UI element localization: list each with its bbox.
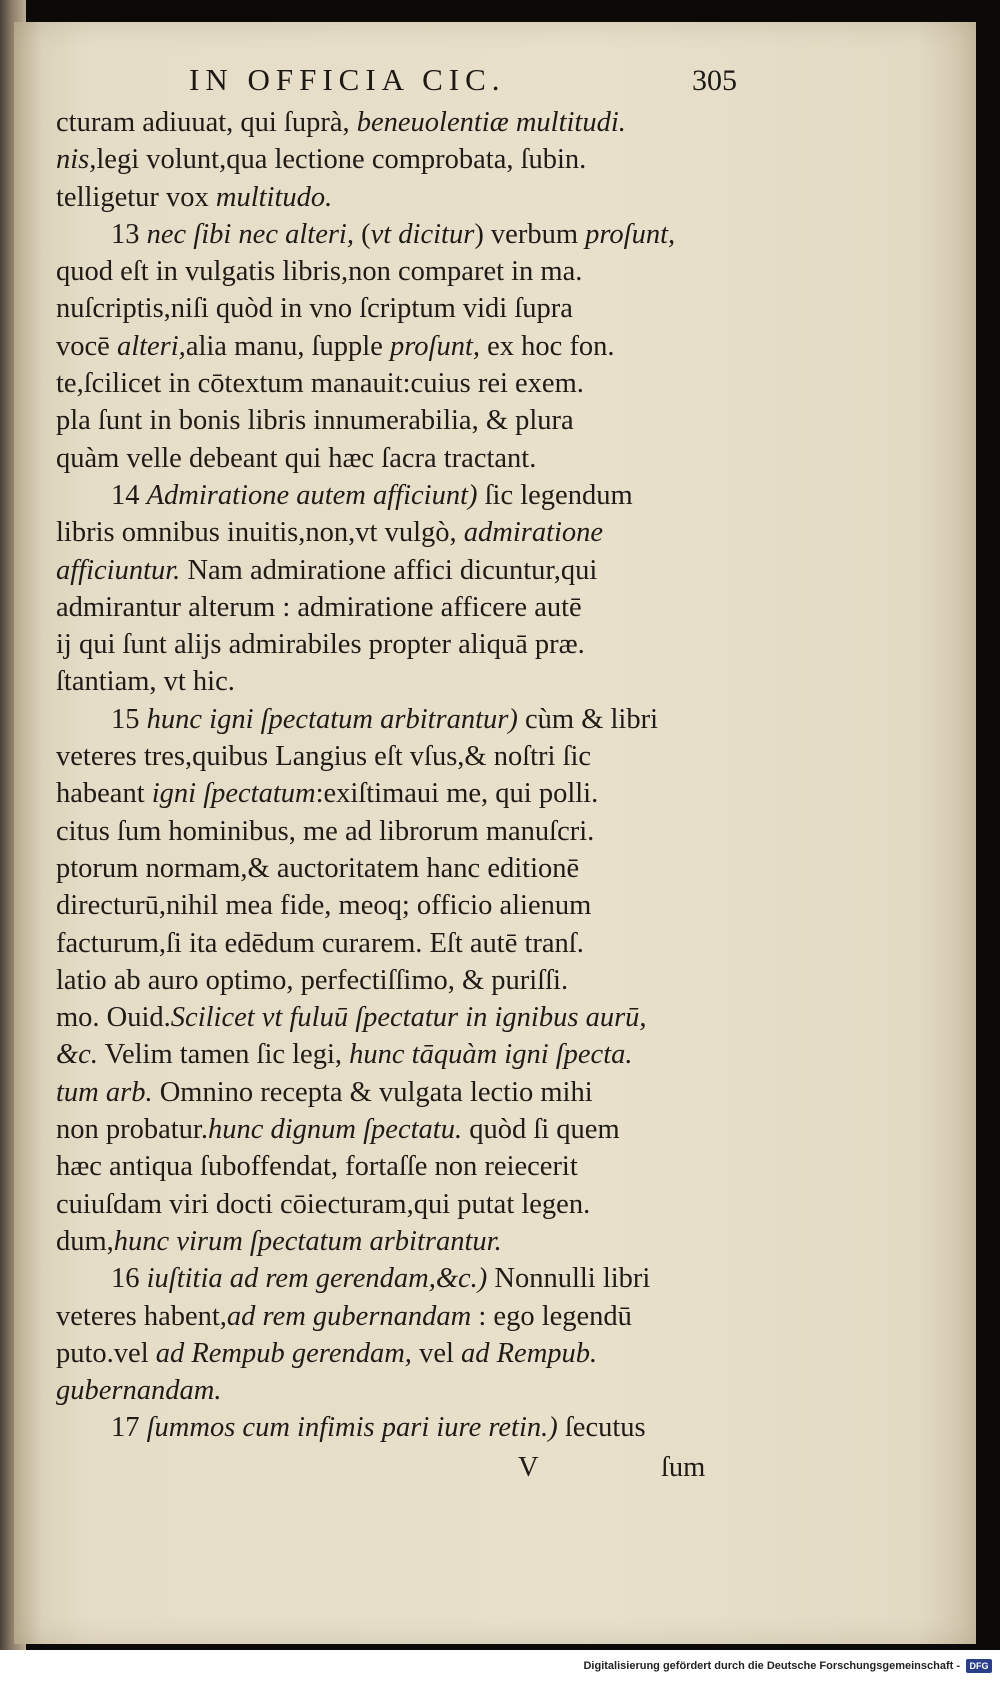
text-segment: dum, — [56, 1225, 114, 1257]
text-line — [56, 1074, 756, 1111]
text-segment: te,ſcilicet in cōtextum manauit:cuius rei exem. — [56, 368, 584, 400]
text-line — [56, 775, 756, 812]
text-segment: latio ab auro optimo, perfectiſſimo, & puriſſi. — [56, 964, 569, 996]
text-line — [56, 253, 756, 290]
text-segment: veteres habent, — [56, 1300, 227, 1332]
text-line — [56, 1111, 756, 1148]
text-segment: directurū,nihil mea fide, meoq; officio alienum — [56, 890, 592, 922]
italic-segment: admiratione — [463, 517, 604, 549]
text-line — [56, 1335, 756, 1372]
footer-credit: Digitalisierung gefördert durch die Deutsche Forschungsgemeinschaft - — [583, 1660, 960, 1672]
text-line — [56, 1372, 756, 1409]
italic-segment: ad rem gubernandam — [226, 1300, 472, 1332]
text-line — [56, 1148, 756, 1185]
italic-segment: proſunt, — [390, 330, 481, 362]
text-segment: : ego legendū — [471, 1300, 632, 1332]
text-line — [56, 1298, 756, 1335]
dfg-logo-icon: DFG — [966, 1659, 992, 1673]
text-line — [56, 1260, 756, 1297]
italic-segment: hunc igni ſpectatum arbitrantur) — [146, 703, 518, 735]
italic-segment: Admiratione autem afficiunt) — [146, 479, 478, 511]
text-line — [56, 328, 756, 365]
body-text — [56, 104, 756, 1489]
italic-segment: tum arb. — [56, 1076, 153, 1108]
italic-segment: Scilicet vt fuluū ſpectatur in ignibus aurū, — [170, 1002, 647, 1034]
text-segment: ſecutus — [557, 1412, 646, 1444]
text-segment: non probatur. — [56, 1114, 208, 1146]
text-segment: ) verbum — [474, 218, 586, 250]
text-line — [56, 552, 756, 589]
text-segment: ex hoc fon. — [480, 330, 615, 362]
italic-segment: multitudo. — [215, 181, 333, 213]
text-line — [56, 514, 756, 551]
text-segment: ij qui ſunt alijs admirabiles propter aliquā præ. — [56, 629, 585, 661]
text-line — [56, 1036, 756, 1073]
text-segment: cturam adiuuat, qui ſuprà, — [56, 107, 357, 138]
text-segment: Nam admiratione affici dicuntur,qui — [180, 554, 598, 586]
text-line — [56, 1186, 756, 1223]
italic-segment: ad Rempub gerendam, — [155, 1337, 412, 1369]
text-segment: citus ſum hominibus, me ad librorum manuſcri. — [56, 815, 595, 847]
text-segment: quòd ſi quem — [462, 1114, 620, 1146]
text-line — [56, 290, 756, 327]
text-segment: :exiſtimaui me, qui polli. — [315, 778, 599, 810]
italic-segment: ad Rempub. — [461, 1337, 598, 1369]
text-line — [56, 701, 756, 738]
text-segment: habeant — [56, 778, 152, 810]
text-line — [56, 850, 756, 887]
text-segment: libris omnibus inuitis,non,vt vulgò, — [56, 517, 464, 549]
italic-segment: nis, — [56, 144, 97, 176]
catchword: ſum — [661, 1451, 706, 1483]
text-line — [56, 1409, 756, 1446]
text-line — [56, 813, 756, 850]
text-line — [56, 440, 756, 477]
text-segment: ſic legendum — [477, 479, 633, 511]
text-segment: pla ſunt in bonis libris innumerabilia, & plura — [56, 405, 574, 437]
italic-segment: hunc tāquàm igni ſpecta. — [349, 1039, 633, 1071]
text-line — [56, 887, 756, 924]
text-segment: admirantur alterum : admiratione afficere autē — [56, 591, 582, 623]
text-segment: 15 — [111, 703, 147, 735]
italic-segment: hunc dignum ſpectatu. — [207, 1114, 463, 1146]
italic-segment: gubernandam. — [56, 1375, 222, 1407]
italic-segment: ſummos cum infimis pari iure retin.) — [146, 1412, 558, 1444]
text-segment: ( — [353, 218, 371, 250]
italic-segment: &c. — [56, 1039, 98, 1071]
text-line — [56, 1223, 756, 1260]
italic-segment: nec ſibi nec alteri, — [146, 218, 354, 250]
text-segment: veteres tres,quibus Langius eſt vſus,& noſtri ſic — [56, 741, 592, 773]
text-line — [56, 216, 756, 253]
text-line — [56, 104, 756, 141]
text-segment: puto.vel — [56, 1337, 156, 1369]
text-line — [56, 626, 756, 663]
italic-segment: alteri, — [116, 330, 186, 362]
text-segment: vocē — [56, 330, 117, 362]
text-line — [56, 477, 756, 514]
text-line — [56, 402, 756, 439]
text-lines — [56, 104, 756, 1447]
signature-mark: V — [518, 1451, 539, 1483]
text-line — [56, 999, 756, 1036]
text-segment: legi volunt,qua lectione comprobata, ſubin. — [96, 144, 587, 176]
italic-segment: hunc virum ſpectatum arbitrantur. — [113, 1225, 502, 1257]
catch-line — [56, 1449, 756, 1489]
text-line — [56, 962, 756, 999]
text-segment: telligetur vox — [56, 181, 216, 213]
text-segment: Nonnulli libri — [487, 1263, 651, 1295]
text-segment: 16 — [111, 1263, 147, 1295]
footer-bar — [0, 1650, 1000, 1686]
text-segment: cùm & libri — [517, 703, 658, 735]
text-segment: quod eſt in vulgatis libris,non comparet in ma. — [56, 256, 583, 288]
text-segment: vel — [411, 1337, 462, 1369]
text-segment: facturum,ſi ita edēdum curarem. Eſt autē tranſ. — [56, 927, 584, 959]
text-segment: alia manu, ſupple — [185, 330, 391, 362]
italic-segment: igni ſpectatum — [151, 778, 316, 810]
text-segment: mo. Ouid. — [56, 1002, 171, 1034]
italic-segment: beneuolentiæ multitudi. — [356, 107, 626, 138]
text-segment: ſtantiam, vt hic. — [56, 666, 235, 698]
italic-segment: iuſtitia ad rem gerendam,&c.) — [146, 1263, 488, 1295]
text-segment: cuiuſdam viri docti cōiecturam,qui putat legen. — [56, 1188, 591, 1220]
text-line — [56, 141, 756, 178]
text-segment: Omnino recepta & vulgata lectio mihi — [152, 1076, 593, 1108]
text-line — [56, 365, 756, 402]
text-segment: 14 — [111, 479, 147, 511]
italic-segment: vt dicitur — [370, 218, 475, 250]
text-segment: quàm velle debeant qui hæc ſacra tractant. — [56, 442, 537, 474]
text-line — [56, 925, 756, 962]
italic-segment: afficiuntur. — [56, 554, 181, 586]
text-line — [56, 738, 756, 775]
text-segment: ptorum normam,& auctoritatem hanc editionē — [56, 852, 580, 884]
text-segment: 13 — [111, 218, 147, 250]
text-segment: hæc antiqua ſuboffendat, fortaſſe non reiecerit — [56, 1151, 578, 1183]
book-page — [14, 22, 976, 1644]
text-line — [56, 589, 756, 626]
text-segment: 17 — [111, 1412, 147, 1444]
text-line — [56, 179, 756, 216]
text-line — [56, 663, 756, 700]
italic-segment: proſunt, — [585, 218, 676, 250]
running-head: IN OFFICIA CIC. — [189, 62, 506, 97]
text-segment: nuſcriptis,niſi quòd in vno ſcriptum vidi ſupra — [56, 293, 573, 325]
page-number: 305 — [692, 64, 737, 97]
text-segment: Velim tamen ſic legi, — [97, 1039, 350, 1071]
